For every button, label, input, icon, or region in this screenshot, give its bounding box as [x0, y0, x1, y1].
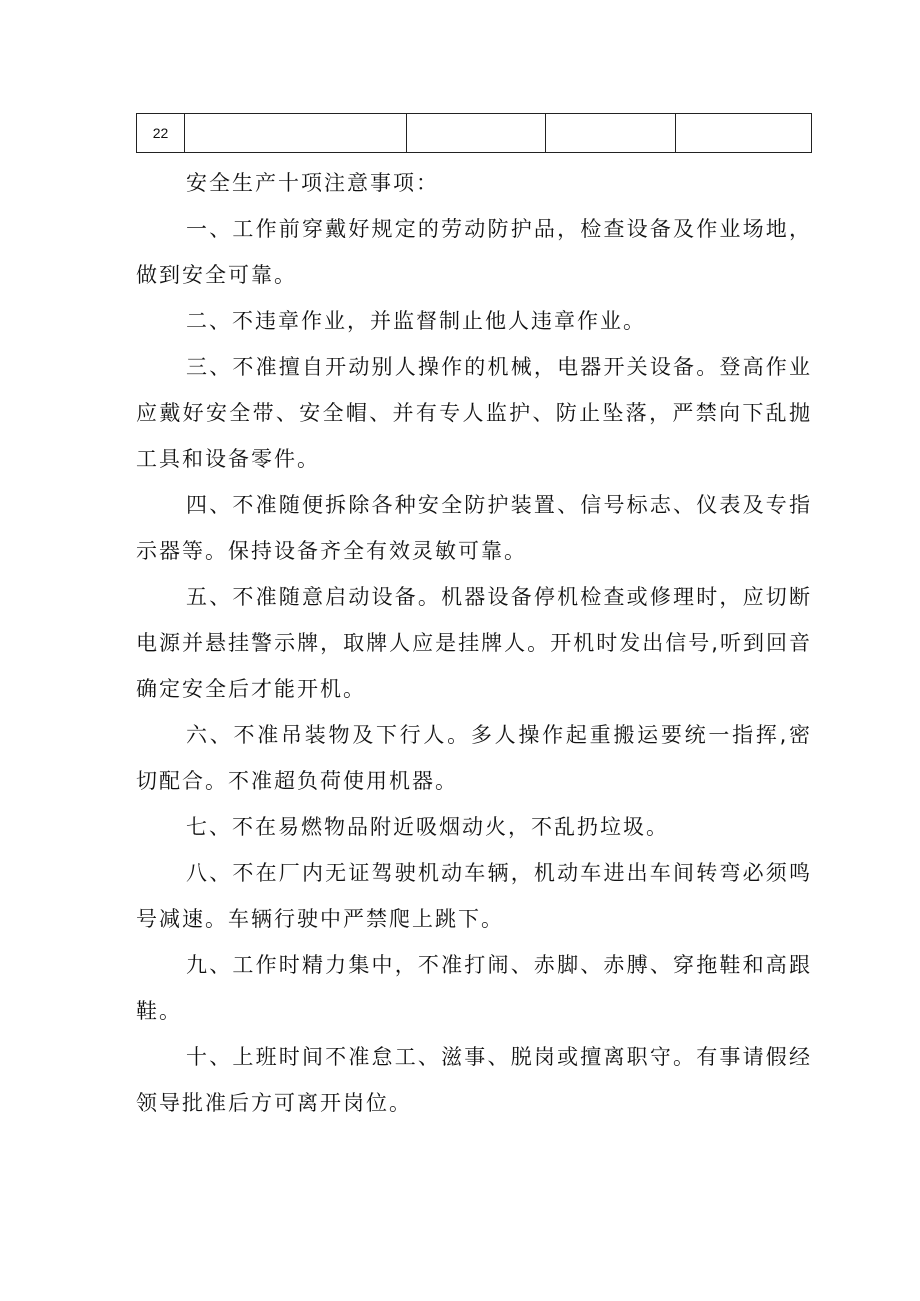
notes-item: 六、不准吊装物及下行人。多人操作起重搬运要统一指挥,密切配合。不准超负荷使用机器。	[136, 723, 812, 793]
notes-item: 四、不准随便拆除各种安全防护装置、信号标志、仪表及专指示器等。保持设备齐全有效灵敏可靠。	[136, 493, 812, 563]
record-table	[136, 113, 812, 153]
notes-item: 七、不在易燃物品附近吸烟动火，不乱扔垃圾。	[186, 815, 669, 839]
table-cell	[546, 114, 676, 153]
notes-item: 九、工作时精力集中，不准打闹、赤脚、赤膊、穿拖鞋和高跟鞋。	[136, 953, 812, 1023]
table-cell	[676, 114, 812, 153]
table-cell	[407, 114, 546, 153]
row-number-cell: 22	[137, 114, 185, 153]
notes-item: 五、不准随意启动设备。机器设备停机检查或修理时，应切断电源并悬挂警示牌，取牌人应是挂牌人。开机时发出信号,听到回音确定安全后才能开机。	[136, 585, 812, 701]
notes-item: 二、不违章作业，并监督制止他人违章作业。	[186, 309, 646, 333]
notes-title: 安全生产十项注意事项：	[186, 171, 439, 195]
notes-list	[136, 206, 812, 1126]
notes-item: 八、不在厂内无证驾驶机动车辆，机动车进出车间转弯必须鸣号减速。车辆行驶中严禁爬上跳下。	[136, 861, 812, 931]
notes-item: 三、不准擅自开动别人操作的机械，电器开关设备。登高作业应戴好安全带、安全帽、并有专人监护、防止坠落，严禁向下乱抛工具和设备零件。	[136, 355, 812, 471]
table-cell	[185, 114, 407, 153]
table-row	[137, 114, 812, 153]
notes-item: 一、工作前穿戴好规定的劳动防护品，检查设备及作业场地，做到安全可靠。	[136, 217, 812, 287]
notes-item: 十、上班时间不准怠工、滋事、脱岗或擅离职守。有事请假经领导批准后方可离开岗位。	[136, 1045, 812, 1115]
safety-notes	[136, 160, 812, 1126]
